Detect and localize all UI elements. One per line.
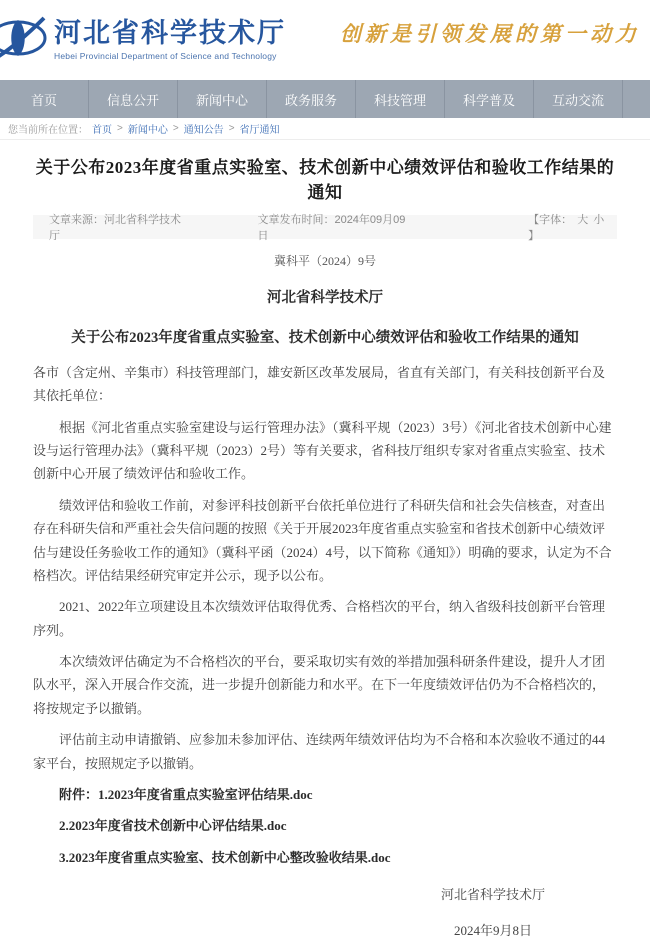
article-source: 文章来源：河北省科学技术厅 bbox=[49, 214, 181, 242]
doc-paragraph: 根据《河北省重点实验室建设与运行管理办法》（冀科平规（2023）3号）《河北省技术创新中心建设与运行管理办法》（冀科平规（2023）2号）等有关要求，省科技厅组织专家对省重点实验室、技术创新中心开展了绩效评估和验收工作。 bbox=[33, 419, 612, 482]
breadcrumb-link-home[interactable]: 首页 bbox=[92, 125, 112, 136]
font-size-larger-button[interactable]: 大 bbox=[577, 214, 589, 226]
nav-item-news-center[interactable]: 新闻中心 bbox=[178, 80, 267, 118]
site-logo[interactable] bbox=[0, 12, 286, 68]
article-publish-time: 文章发布时间：2024年09月09日 bbox=[257, 214, 406, 242]
nav-item-gov-services[interactable]: 政务服务 bbox=[267, 80, 356, 118]
breadcrumb-separator: > bbox=[172, 123, 179, 134]
document-title: 关于公布2023年度省重点实验室、技术创新中心绩效评估和验收工作结果的通知 bbox=[71, 329, 579, 346]
nav-filler bbox=[623, 80, 650, 118]
site-title-en: Hebei Provincial Department of Science and Technology bbox=[54, 50, 277, 61]
breadcrumb bbox=[0, 118, 650, 140]
doc-paragraph: 2021、2022年立项建设且本次绩效评估取得优秀、合格档次的平台，纳入省级科技创新平台管理序列。 bbox=[33, 599, 606, 638]
breadcrumb-separator: > bbox=[228, 123, 235, 134]
font-size-label-suffix: 】 bbox=[528, 230, 540, 242]
attachment-link-2[interactable]: 2.2023年度省技术创新中心评估结果.doc bbox=[59, 818, 287, 834]
page-title: 关于公布2023年度省重点实验室、技术创新中心绩效评估和验收工作结果的通知 bbox=[35, 158, 615, 202]
site-title: 河北省科学技术厅 bbox=[54, 18, 286, 49]
breadcrumb-link-news-center[interactable]: 新闻中心 bbox=[127, 125, 168, 136]
attachment-link-3[interactable]: 3.2023年度省重点实验室、技术创新中心整改验收结果.doc bbox=[59, 849, 391, 865]
signature-date: 2024年9月8日 bbox=[453, 922, 532, 938]
site-slogan: 创新是引领发展的第一动力 bbox=[340, 21, 640, 46]
breadcrumb-separator: > bbox=[117, 123, 123, 134]
nav-item-info-disclosure[interactable]: 信息公开 bbox=[89, 80, 178, 118]
doc-paragraph: 本次绩效评估确定为不合格档次的平台，要采取切实有效的举措加强科研条件建设，提升人才团队水平，深入开展合作交流，进一步提升创新能力和水平。在下一年度绩效评估仍为不合格档次的，将按规定予以撤销。 bbox=[33, 654, 606, 716]
article-content bbox=[33, 153, 617, 942]
nav-item-science-popularization[interactable]: 科学普及 bbox=[445, 80, 534, 118]
document-body bbox=[33, 239, 617, 942]
nav-item-home[interactable]: 首页 bbox=[0, 80, 89, 118]
document-issuing-org: 河北省科学技术厅 bbox=[267, 289, 383, 306]
font-size-smaller-button[interactable]: 小 bbox=[593, 214, 605, 226]
document-number: 冀科平（2024）9号 bbox=[273, 254, 376, 268]
globe-logo-icon bbox=[0, 12, 50, 68]
breadcrumb-link-dept-notice[interactable]: 省厅通知 bbox=[239, 125, 280, 136]
nav-item-interaction[interactable]: 互动交流 bbox=[534, 80, 623, 118]
doc-paragraph: 评估前主动申请撤销、应参加未参加评估、连续两年绩效评估均为不合格和本次验收不通过的44家平台，按照规定予以撤销。 bbox=[33, 732, 606, 771]
site-header bbox=[0, 0, 650, 80]
breadcrumb-link-notices[interactable]: 通知公告 bbox=[183, 125, 224, 136]
doc-salutation: 各市（含定州、辛集市）科技管理部门，雄安新区改革发展局，省直有关部门，有关科技创新平台及其依托单位： bbox=[33, 364, 606, 404]
main-nav bbox=[0, 80, 650, 118]
breadcrumb-label: 您当前所在位置： bbox=[8, 125, 88, 136]
font-size-label-prefix: 【字体： bbox=[528, 214, 573, 226]
attachment-link-1[interactable]: 附件：1.2023年度省重点实验室评估结果.doc bbox=[59, 787, 313, 803]
nav-item-tech-management[interactable]: 科技管理 bbox=[356, 80, 445, 118]
signature-block bbox=[33, 883, 545, 942]
doc-paragraph: 绩效评估和验收工作前，对参评科技创新平台依托单位进行了科研失信和社会失信核查，对查出存在科研失信和严重社会失信问题的按照《关于开展2023年度省重点实验室和省技术创新中心绩效评估与建设任务验收工作的通知》（冀科平函（2024）4号，以下简称《通知》）明确的要求，认定为不合格档次。评估结果经研究审定并公示，现予以公布。 bbox=[33, 497, 612, 583]
article-meta-bar bbox=[33, 214, 617, 242]
signature-org: 河北省科学技术厅 bbox=[440, 887, 545, 903]
font-size-control bbox=[527, 211, 617, 243]
